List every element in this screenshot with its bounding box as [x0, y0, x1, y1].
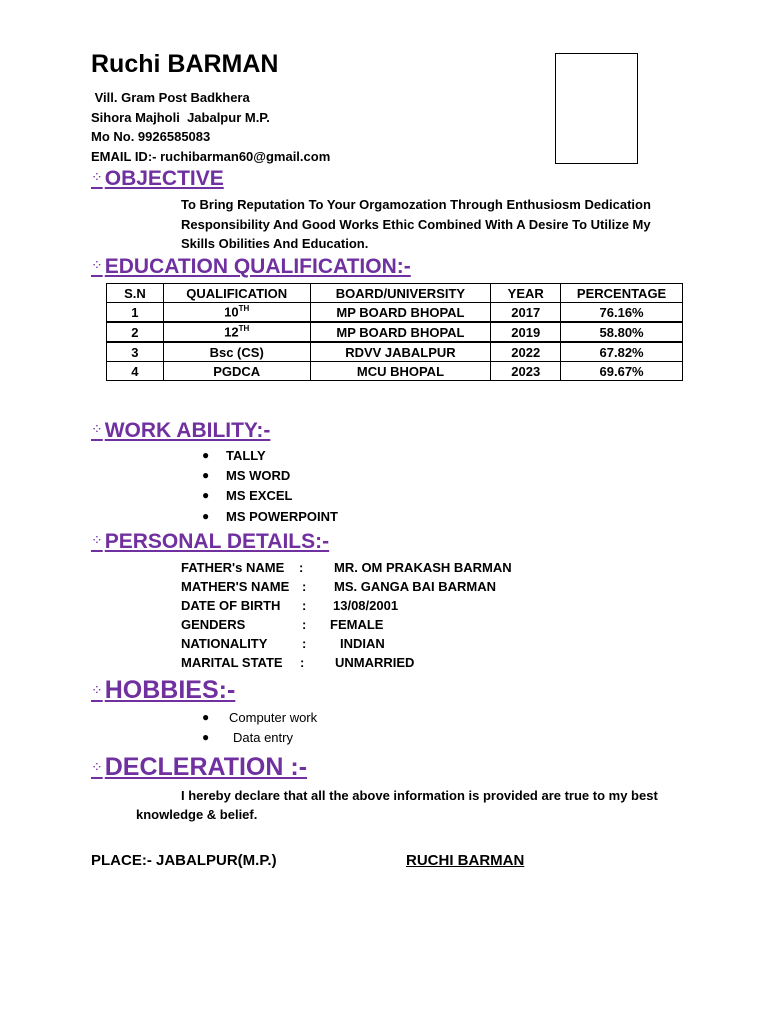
list-item [200, 466, 338, 486]
detail-colon: : [300, 655, 305, 670]
list-item [200, 728, 317, 748]
detail-value: 13/08/2001 [333, 598, 399, 613]
cell-sn: 3 [107, 342, 164, 362]
qual-superscript: TH [238, 304, 250, 314]
email-address: EMAIL ID:- ruchibarman60@gmail.com [91, 148, 331, 164]
detail-row [181, 653, 601, 672]
table-header-row [107, 284, 683, 303]
cell-year: 2022 [491, 342, 561, 362]
detail-label: GENDERS [181, 617, 246, 632]
photo-placeholder [555, 53, 638, 164]
objective-text: To Bring Reputation To Your Orgamozation Through Enthusiosm Dedication Responsibility And Good Works Ethic Combined With A Desire To Utilize My Skills Obilities And Education. [181, 197, 651, 251]
detail-label: FATHER's NAME [181, 560, 285, 575]
objective-heading [91, 167, 224, 191]
bullet-icon: ● [202, 467, 210, 482]
detail-label: MARITAL STATE [181, 655, 283, 670]
personal-details-heading-text: PERSONAL DETAILS:- [104, 530, 330, 553]
education-table [106, 283, 683, 381]
table-row [107, 322, 683, 342]
list-item-text: MS POWERPOINT [226, 509, 338, 525]
detail-row [181, 558, 601, 577]
qual-text: 12 [224, 324, 239, 340]
place-line: PLACE:- JABALPUR(M.P.) [91, 852, 277, 869]
cell-percentage: 58.80% [561, 322, 683, 342]
address-line-2: Sihora Majholi Jabalpur M.P. [91, 109, 270, 125]
table-row [107, 362, 683, 381]
bullet-icon: ● [202, 710, 210, 724]
detail-label: MATHER'S NAME [181, 579, 290, 594]
detail-label: NATIONALITY [181, 636, 268, 651]
list-item-text: TALLY [226, 448, 266, 463]
list-item-text: Computer work [229, 710, 318, 725]
cell-year: 2017 [491, 303, 561, 323]
work-ability-heading [91, 419, 270, 443]
education-heading-text: EDUCATION QUALIFICATION:- [104, 255, 411, 278]
detail-value: MR. OM PRAKASH BARMAN [334, 560, 512, 575]
list-item [200, 507, 338, 527]
cell-qualification: Bsc (CS) [163, 342, 310, 362]
work-ability-list [200, 446, 338, 527]
list-item-text: MS WORD [226, 467, 291, 483]
detail-row [181, 577, 601, 596]
contact-block [91, 88, 330, 166]
bullet-icon: ● [202, 509, 210, 524]
declaration-heading-text: DECLERATION :- [104, 753, 308, 781]
bullet-icon: ● [202, 729, 210, 744]
bullet-icon: ● [202, 448, 210, 462]
heading-marker-icon: ⁘ [91, 169, 103, 185]
cell-board: MP BOARD BHOPAL [310, 322, 491, 342]
col-header-sn: S.N [107, 284, 164, 303]
heading-marker-icon: ⁘ [91, 257, 103, 273]
work-ability-heading-text: WORK ABILITY:- [104, 419, 271, 442]
cell-percentage: 67.82% [561, 342, 683, 362]
heading-marker-icon: ⁘ [91, 532, 103, 548]
address-line-1: Vill. Gram Post Badkhera [91, 90, 250, 105]
cell-sn: 2 [107, 322, 164, 342]
hobbies-heading [91, 676, 235, 705]
cell-qualification: PGDCA [163, 362, 310, 381]
col-header-board: BOARD/UNIVERSITY [310, 284, 491, 303]
list-item-text: Data entry [233, 729, 293, 745]
detail-colon: : [302, 579, 307, 594]
col-header-year: YEAR [491, 284, 561, 303]
qual-text: 10 [224, 304, 239, 320]
list-item [200, 446, 338, 466]
heading-marker-icon: ⁘ [91, 682, 103, 698]
detail-colon: : [302, 598, 307, 613]
bullet-icon: ● [202, 487, 210, 502]
list-item-text: MS EXCEL [226, 487, 293, 503]
list-item [200, 486, 338, 506]
detail-label: DATE OF BIRTH [181, 598, 281, 613]
candidate-name: Ruchi BARMAN [91, 50, 279, 78]
hobbies-heading-text: HOBBIES:- [104, 676, 236, 704]
signature-name: RUCHI BARMAN [406, 852, 525, 869]
cell-board: MCU BHOPAL [310, 362, 491, 381]
detail-row [181, 634, 601, 653]
education-heading [91, 255, 411, 279]
declaration-heading [91, 753, 307, 782]
personal-details-heading [91, 530, 329, 554]
cell-year: 2023 [491, 362, 561, 381]
detail-colon: : [302, 636, 307, 651]
personal-details-block [181, 558, 601, 672]
detail-value: INDIAN [340, 636, 385, 651]
cell-qualification [163, 322, 310, 342]
col-header-percentage: PERCENTAGE [561, 284, 683, 303]
objective-heading-text: OBJECTIVE [104, 167, 224, 190]
detail-value: UNMARRIED [335, 655, 415, 670]
detail-colon: : [299, 560, 304, 575]
qual-superscript: TH [238, 324, 250, 334]
cell-board: MP BOARD BHOPAL [310, 303, 491, 323]
detail-value: FEMALE [330, 617, 384, 632]
cell-board: RDVV JABALPUR [310, 342, 491, 362]
detail-row [181, 615, 601, 634]
detail-colon: : [302, 617, 307, 632]
detail-row [181, 596, 601, 615]
heading-marker-icon: ⁘ [91, 421, 103, 437]
phone-number: Mo No. 9926585083 [91, 129, 211, 144]
heading-marker-icon: ⁘ [91, 759, 103, 775]
table-row [107, 342, 683, 362]
col-header-qualification: QUALIFICATION [163, 284, 310, 303]
hobbies-list [200, 708, 317, 748]
declaration-text: I hereby declare that all the above information is provided are true to my best knowledge & belief. [136, 788, 658, 822]
cell-sn: 4 [107, 362, 164, 381]
cell-sn: 1 [107, 303, 164, 323]
cell-percentage: 76.16% [561, 303, 683, 323]
detail-value: MS. GANGA BAI BARMAN [334, 579, 497, 594]
cell-percentage: 69.67% [561, 362, 683, 381]
list-item [200, 708, 317, 728]
cell-year: 2019 [491, 322, 561, 342]
cell-qualification [163, 303, 310, 323]
table-row [107, 303, 683, 323]
